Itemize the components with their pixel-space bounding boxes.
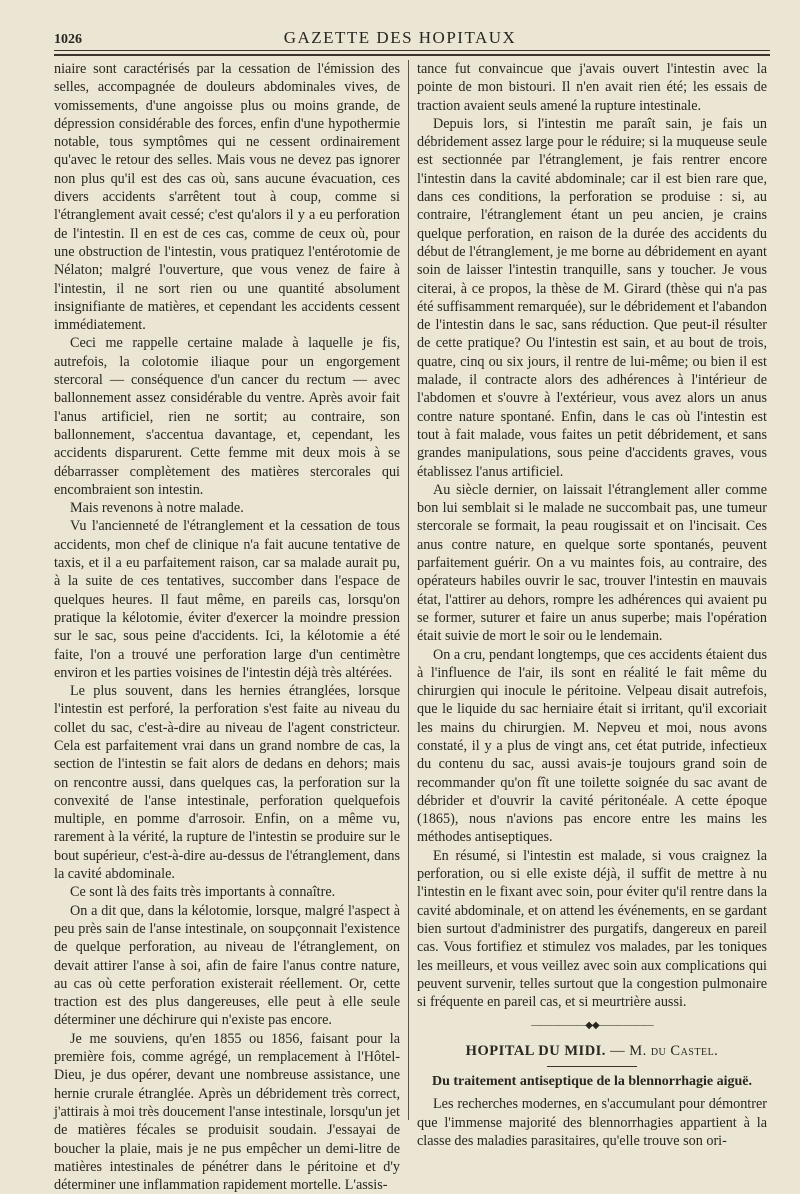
paragraph: Je me souviens, qu'en 1855 ou 1856, faisant pour la première fois, comme agrégé, un remplacement à l'Hôtel-Dieu, je dus opérer, devant une nombreuse assistance, une hernie crurale étranglée. Après un débridement très correct, j'attirais à moi très doucement l'anse intestinale, lorsqu'un jet de matières fécales se produisit soudain. J'essayai de boucher la plaie, mais je ne pus empêcher un demi-litre de matières intestinales de pénétrer dans le péritoine et d'y déterminer une inflammation rapidement mortelle. L'assis- xyxy=(54,1030,400,1194)
paragraph: Le plus souvent, dans les hernies étranglées, lorsque l'intestin est perforé, la perforation s'est faite au niveau du collet du sac, c'est-à-dire au niveau de l'agent constricteur. Cela est parfaitement vrai dans un grand nombre de cas, la section de l'intestin se fait alors de dedans en dehors; mais on rencontre aussi, dans quelques cas, la perforation sur la convexité de l'anse intestinale, perforation quelquefois multiple, en pomme d'arrosoir. Enfin, on a même vu, rarement à la vérité, la rupture de l'intestin se produire sur le bout supérieur, c'est-à-dire au-dessus de l'étranglement, dans la cavité abdominale. xyxy=(54,683,400,883)
paragraph: En résumé, si l'intestin est malade, si vous craignez la perforation, ou si elle existe déjà, il suffit de mettre à nu l'intestin en le fixant avec soin, pour éviter qu'il rentre dans la cavité abdominale, et on attend les événements, en se gardant bien surtout d'administrer des purgatifs, dangereux en pareil cas. Vous fortifiez et stimulez vos malades, par les toniques les meilleurs, et vous veillez avec soin aux complications qui peuvent survenir, telles surtout que la congestion pulmonaire si fréquente en pareil cas, et si meurtrière aussi. xyxy=(417,847,767,1011)
header-rule-thick xyxy=(54,54,770,56)
section-heading xyxy=(417,1042,767,1060)
paragraph: Ce sont là des faits très importants à connaître. xyxy=(70,884,336,901)
page-header xyxy=(0,20,800,48)
paragraph: On a cru, pendant longtemps, que ces accidents étaient dus à l'influence de l'air, ils sont en réalité le fait même du chirurgien qui inocule le péritoine. Velpeau disait autrefois, que le liquide du sac herniaire était si irritant, qu'il excoriait les mains du chirurgien. M. Nepveu et moi, nous avons constaté, il y a plus de vingt ans, cet état putride, infectieux du contenu du sac, aussi avais-je toujours grand soin de recommander qu'on fît une toilette soignée du sac avant de débrider et d'ouvrir la cavité péritonéale. A cette époque (1865), nous n'avions pas encore entre les mains les méthodes antiseptiques. xyxy=(417,646,767,846)
section-title: HOPITAL DU MIDI. xyxy=(465,1042,606,1059)
section-subtitle: Du traitement antiseptique de la blennorrhagie aiguë. xyxy=(431,1074,753,1090)
paragraph: Mais revenons à notre malade. xyxy=(70,500,244,517)
paragraph: Ceci me rappelle certaine malade à laquelle je fis, autrefois, la colotomie iliaque pour un engorgement stercoral — conséquence d'un cancer du rectum — avec ballonnement assez considérable du ventre. Après avoir fait l'anus artificiel, rien ne sortit; au contraire, son ballonnement, s'accentua davantage, et, cependant, les accidents disparurent. Cette femme mit deux mois à se débarrasser complètement des matières stercorales qui encombraient son intestin. xyxy=(54,335,400,498)
left-column xyxy=(54,60,400,1194)
paragraph: niaire sont caractérisés par la cessation de l'émission des selles, accompagnée de douleurs abdominales vives, de vomissements, d'une angoisse plus ou moins grande, de dépression considérable des forces, enfin d'une hypothermie notable, tous symptômes qui ne cessent ordinairement qu'avec le retour des selles. Mais vous ne devez pas ignorer non plus qu'il est des cas où, sans aucune évacuation, ces divers accidents s'arrêtent tout à coup, comme si l'étranglement avait cessé; c'est qu'alors il y a eu perforation de l'intestin. Il en est de ces cas, comme de ceux où, pour une obstruction de l'intestin, vous pratiquez l'entérotomie de Nélaton; malgré l'ouverture, que vous venez de faire à l'intestin, il ne sort rien ou une quantité absolument insignifiante de matières, et cependant les accidents cessent immédiatement. xyxy=(54,61,400,334)
paragraph: Au siècle dernier, on laissait l'étranglement aller comme bon lui semblait si le malade ne succombait pas, une tumeur stercorale se formait, la peau rougissait et on l'incisait. Ces anus contre nature, en quelque sorte spontanés, peuvent parfaitement guérir. On a vu maintes fois, au contraire, des opérateurs habiles ouvrir le sac, trouver l'intestin en mauvais état, l'attirer au dehors, rompre les adhérences qui avaient pu se former, suturer et faire un anus superbe; mais l'opération était suivie de mort le soir ou le lendemain. xyxy=(417,481,767,645)
paragraph: Depuis lors, si l'intestin me paraît sain, je fais un débridement assez large pour le réduire; si la muqueuse seule est sectionnée par l'étranglement, je fais rentrer encore l'intestin dans la cavité abdominale; car il est bien rare que, dans ces conditions, la perforation se produise : si, au contraire, l'étranglement étant un peu ancien, je crains quelque perforation, en raison de la durée des accidents du début de l'étranglement, je me borne au débridement en ayant soin de laisser l'intestin tranquille, sans y toucher. Je vous citerai, à ce propos, la thèse de M. Girard (thèse qui n'a pas été suffisamment remarquée), sur le débridement et l'abandon de l'intestin dans le sac, sans réduction. Que peut-il résulter de cette pratique? Ou l'intestin est sain, et au bout de trois, quatre, cinq ou six jours, il rentre de lui-même; ou bien il est malade, il contracte alors des adhérences à l'intérieur de l'abdomen et s'ouvre à l'extérieur, vous avez alors un anus contre nature spontané. Enfin, dans le cas où l'intestin est tout à fait malade, vous faites un petit débridement, et sans grandes manipulations, sous peine d'accidents graves, vous établissez l'anus artificiel. xyxy=(417,115,767,480)
running-title: GAZETTE DES HOPITAUX xyxy=(283,28,517,47)
paragraph: tance fut convaincue que j'avais ouvert l'intestin avec la pointe de mon bistouri. Il n'en avait rien été; les essais de traction avaient seuls amené la rupture intestinale. xyxy=(417,61,767,114)
right-column xyxy=(417,60,767,1150)
header-rule xyxy=(54,50,770,51)
paragraph: Vu l'ancienneté de l'étranglement et la cessation de tous accidents, mon chef de clinique n'a fait aucune tentative de taxis, et il a eu parfaitement raison, car sa malade aurait pu, à la suite de ces tentatives, succomber dans l'espace de quelques heures. Il faut même, en pareils cas, lorsqu'on pratique la kélotomie, éviter d'exercer la moindre pression sur le sac, sous peine d'accidents. Ici, la kélotomie a été faite, l'on a trouvé une perforation large d'un centimètre environ et les parties voisines de l'intestin déjà très altérées. xyxy=(54,518,400,681)
paragraph: On a dit que, dans la kélotomie, lorsque, malgré l'aspect à peu près sain de l'anse intestinale, on soupçonnait l'existence de quelque perforation, au niveau de l'étranglement, on devait attirer l'anse à soi, afin de faire l'anus contre nature, au cas où cette perforation existerait réellement. Or, cette traction est des plus dangereuses, elle peut à elle seule déterminer une déchirure qui n'existe pas encore. xyxy=(54,902,400,1029)
section-author: — M. du Castel. xyxy=(610,1042,719,1059)
section-ornament: ——————◆◆—————— xyxy=(531,1020,653,1032)
column-divider xyxy=(408,60,409,1120)
page-number: 1026 xyxy=(54,32,82,47)
paragraph: Les recherches modernes, en s'accumulant pour démontrer que l'immense majorité des blennorrhagies appartient à la classe des maladies parasitaires, qu'elle trouve son ori- xyxy=(417,1096,767,1149)
section-rule xyxy=(547,1066,637,1067)
